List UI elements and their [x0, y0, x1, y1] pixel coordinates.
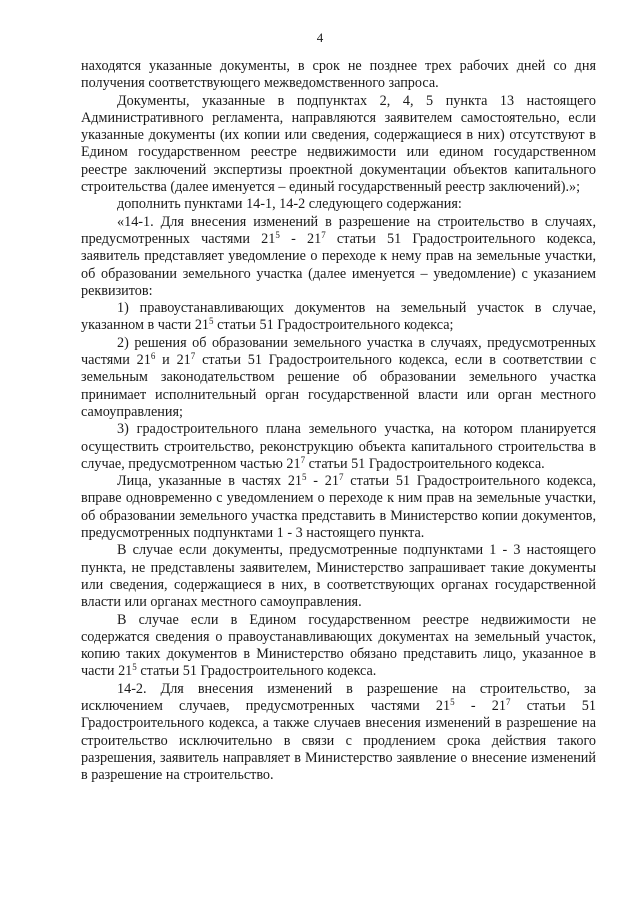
paragraph — [81, 335, 596, 421]
paragraph-text: «14-1. Для внесения изменений в разрешение на строительство в случаях, предусмотренных частями 21 — [81, 213, 596, 247]
paragraph — [81, 214, 596, 300]
superscript: 5 — [275, 229, 280, 240]
document-body — [81, 58, 596, 784]
paragraph-text: В случае если в Едином государственном реестре недвижимости не содержатся сведения о правоустанавливающих документах на земельный участок, копию таких документов в Министерство обязано представить лицо, указанное в части 21 — [81, 611, 596, 680]
paragraph-text: статьи 51 Градостроительного кодекса, вправе одновременно с уведомлением о переходе к ним прав на земельные участки, об образовании земельного участка представить в Министерство копии документов, предусмотренных подпунктами 1 - 3 настоящего пункта. — [81, 473, 597, 542]
paragraph: Документы, указанные в подпунктах 2, 4, 5 пункта 13 настоящего Административного регламента, направляются заявителем самостоятельно, если указанные документы (их копии или сведения, содержащиеся в них) отсутствуют в Едином государственном реестре недвижимости или едином государственном реестре заключений экспертизы проектной документации объектов капитального строительства (далее именуется – единый государственный реестр заключений).»; — [81, 92, 596, 196]
superscript: 5 — [450, 696, 455, 707]
paragraph — [81, 681, 596, 785]
superscript: 6 — [150, 351, 156, 362]
superscript: 7 — [300, 454, 306, 465]
superscript: 7 — [321, 229, 326, 240]
paragraph-text: и 21 — [155, 352, 191, 369]
paragraph — [81, 421, 596, 473]
superscript: 7 — [505, 696, 511, 707]
paragraph-text: статьи 51 Градостроительного кодекса, заявитель представляет уведомление о переходе к нему прав на земельные участки, об образовании земельного участка (далее именуется – уведомление) с указанием реквизитов: — [81, 230, 596, 299]
paragraph: В случае если документы, предусмотренные подпунктами 1 - 3 настоящего пункта, не представлены заявителем, Министерство запрашивает такие документы или сведения, содержащиеся в них, в соответствующих органах государственной власти или органах местного самоуправления. — [81, 542, 596, 611]
paragraph-text: - 21 — [454, 697, 506, 714]
paragraph: дополнить пунктами 14-1, 14-2 следующего содержания: — [117, 196, 462, 213]
paragraph: находятся указанные документы, в срок не позднее трех рабочих дней со дня получения соответствующего межведомственного запроса. — [81, 58, 596, 92]
paragraph-text: - 21 — [279, 230, 322, 247]
paragraph — [81, 612, 596, 681]
paragraph-text: 2) решения об образовании земельного участка в случаях, предусмотренных частями 21 — [81, 334, 596, 369]
paragraph-text: Лица, указанные в частях 21 — [117, 473, 303, 490]
paragraph-text: статьи 51 Градостроительного кодекса; — [213, 317, 454, 334]
paragraph-text: статьи 51 Градостроительного кодекса. — [305, 455, 545, 472]
superscript: 7 — [339, 472, 344, 483]
paragraph-text: 1) правоустанавливающих документов на земельный участок в случае, указанном в части 21 — [81, 300, 596, 334]
superscript: 5 — [302, 472, 307, 483]
superscript: 7 — [190, 351, 196, 362]
paragraph-text: статьи 51 Градостроительного кодекса, если в соответствии с земельным законодательством решение об образовании земельного участка принимает исполнительный орган государственной власти или орган местного самоуправления; — [81, 352, 597, 420]
superscript: 5 — [132, 662, 137, 673]
paragraph-text: статьи 51 Градостроительного кодекса, а также случаев внесения изменений в разрешение на строительство исключительно в связи с продлением срока действия такого разрешения, заявитель направляет в Министерство заявление о внесение изменений в разрешение на строительство. — [81, 697, 596, 784]
superscript: 5 — [209, 316, 214, 327]
paragraph — [81, 473, 596, 542]
page-number: 4 — [316, 30, 324, 45]
paragraph-text: 14-2. Для внесения изменений в разрешение на строительство, за исключением случаев, предусмотренных частями 21 — [81, 680, 596, 714]
paragraph-text: - 21 — [306, 473, 339, 490]
paragraph-text: 3) градостроительного плана земельного участка, на котором планируется осуществить строительство, реконструкцию объекта капитального строительства в случае, предусмотренном частью 21 — [81, 421, 596, 472]
paragraph — [81, 300, 596, 335]
paragraph-text: статьи 51 Градостроительного кодекса. — [136, 663, 377, 680]
